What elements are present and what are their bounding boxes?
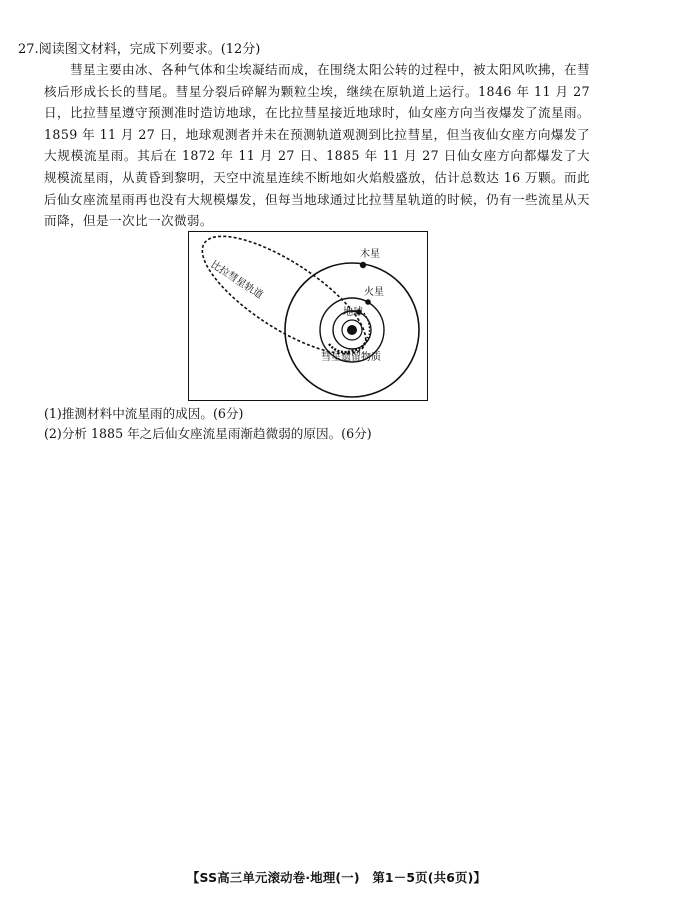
sub-question-1: (1)推测材料中流星雨的成因。(6分) (44, 406, 244, 421)
sun (347, 325, 357, 335)
reading-passage (44, 59, 590, 232)
mars-label: 火星 (364, 287, 384, 298)
question-title (18, 41, 658, 59)
jupiter-label: 木星 (360, 249, 380, 260)
comet-orbit-label: 比拉彗星轨道 (208, 259, 265, 302)
page-footer: 【SS高三单元滚动卷·地理(一) 第1－5页(共6页)】 (186, 870, 487, 885)
passage-text: 彗星主要由冰、各种气体和尘埃凝结而成，在围绕太阳公转的过程中，被太阳风吹拂，在彗核后形成长长的彗尾。彗星分裂后碎解为颗粒尘埃，继续在原轨道上运行。1846 年 11 月 27 日，比拉彗星遵守预测准时造访地球，在比拉彗星接近地球时，仙女座方向当夜爆发了流星雨。1859 年 11 月 27 日，地球观测者并未在预测轨道观测到比拉彗星，但当夜仙女座方向爆发了大规模流星雨。其后在 1872 年 11 月 27 日、1885 年 11 月 27 日仙女座方向都爆发了大规模流星雨，从黄昏到黎明，天空中流星连续不断地如火焰般盛放，估计总数达 16 万颗。而此后仙女座流星雨再也没有大规模爆发，但每当地球通过比拉彗星轨道的时候，仍有一些流星从天而降，但是一次比一次微弱。 (44, 62, 590, 229)
figure-frame (189, 232, 428, 401)
sub-question-2: (2)分析 1885 年之后仙女座流星雨渐趋微弱的原因。(6分) (44, 426, 372, 441)
debris-label: 彗星遗留物质 (321, 352, 381, 363)
question-title-text: 阅读图文材料，完成下列要求。(12分) (38, 42, 261, 57)
solar-system-figure (188, 231, 428, 401)
mars (365, 299, 371, 305)
jupiter (360, 262, 366, 268)
earth-label: 地球 (343, 307, 363, 318)
orbit-diagram (188, 231, 428, 401)
question-number: 27. (18, 42, 39, 57)
